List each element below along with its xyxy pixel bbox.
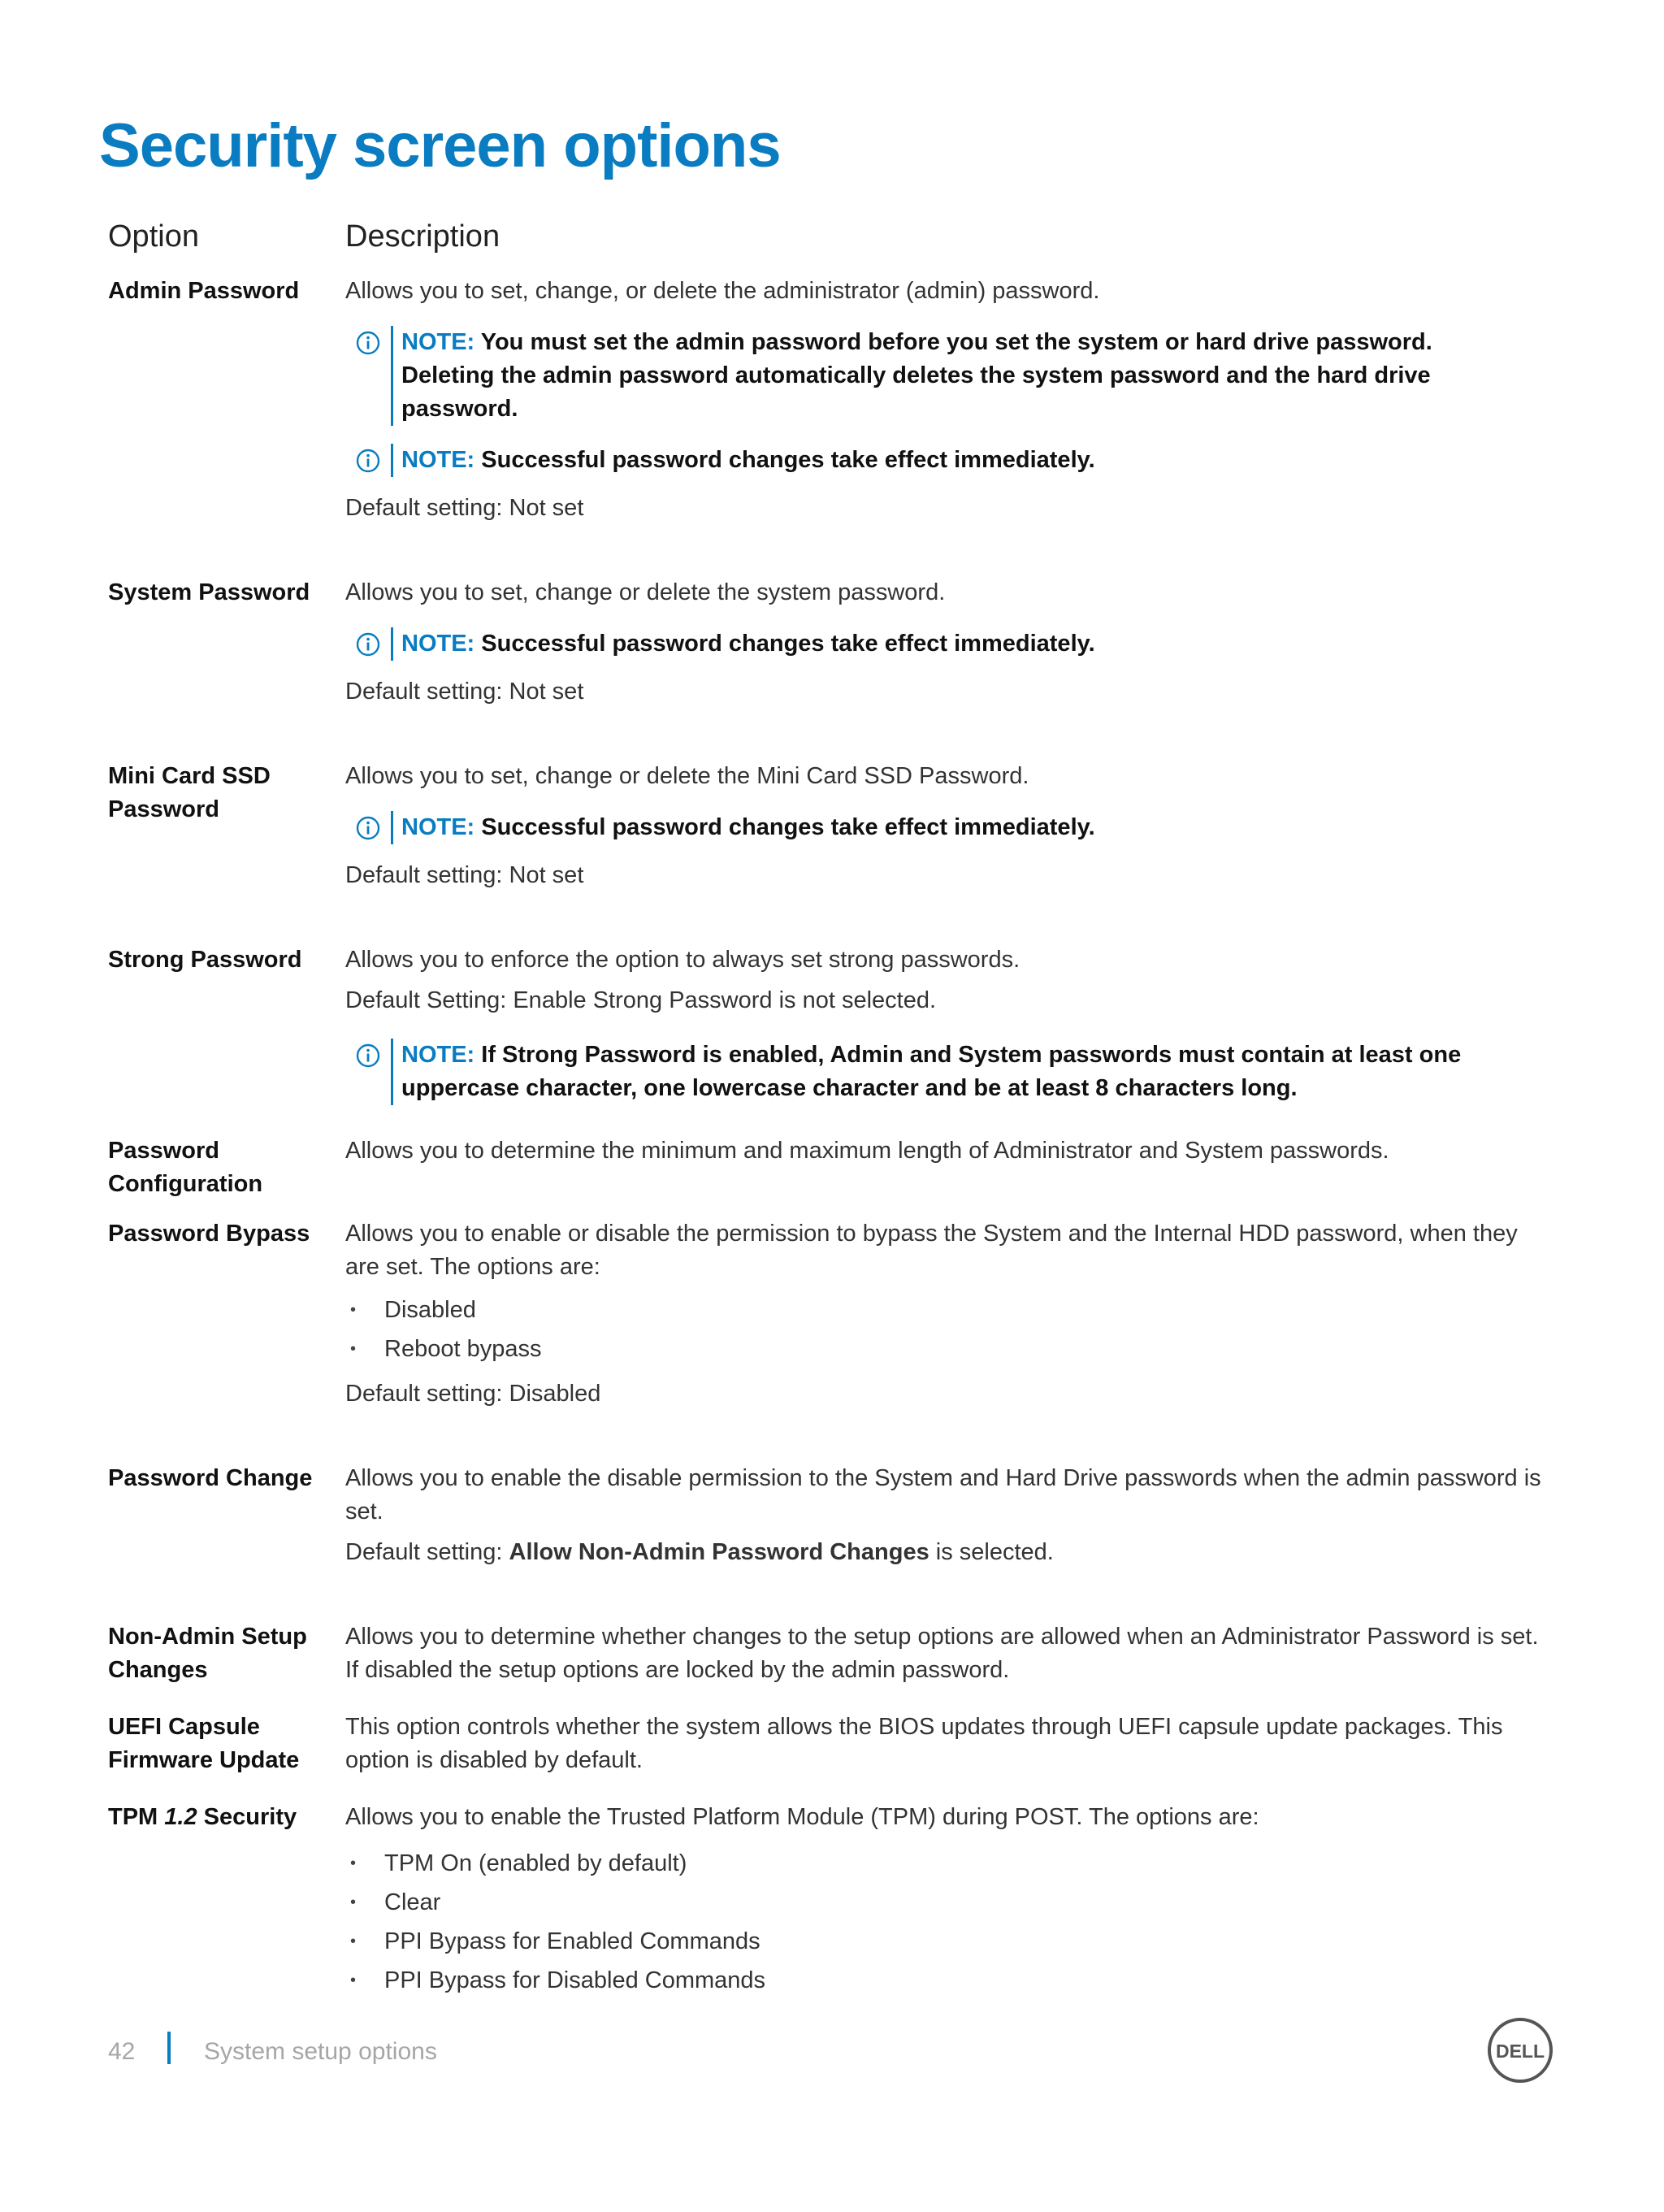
default-setting: Default Setting: Enable Strong Password is not selected. <box>345 987 937 1013</box>
option-label-line: Firmware Update <box>108 1747 300 1773</box>
default-suffix: is selected. <box>929 1539 1054 1565</box>
list-item: • Clear <box>345 1886 1554 1919</box>
list-item: • Disabled <box>345 1294 1554 1327</box>
note-text <box>391 444 1095 477</box>
row-mini-card-ssd-password <box>108 760 1554 900</box>
option-label <box>108 1711 345 1785</box>
list-item: • TPM On (enabled by default) <box>345 1847 1554 1880</box>
option-label-line: Changes <box>108 1657 208 1683</box>
option-description <box>345 1620 1554 1694</box>
info-circle-icon <box>353 631 383 657</box>
option-label: Strong Password <box>108 947 302 973</box>
option-label-line: Non-Admin Setup <box>108 1624 307 1650</box>
list-item: • Reboot bypass <box>345 1333 1554 1366</box>
description-text: Allows you to enable the Trusted Platform Module (TPM) during POST. The options are: <box>345 1804 1259 1830</box>
page-title: Security screen options <box>99 111 781 180</box>
option-label <box>108 1134 345 1201</box>
note-text <box>391 811 1095 844</box>
option-label-suffix: Security <box>197 1804 297 1830</box>
note-content: You must set the admin password before you set the system or hard drive password. Deleting the admin password automatically deletes the system password and the hard drive password. <box>401 329 1432 422</box>
note-callout <box>353 444 1554 477</box>
default-setting <box>345 1536 1554 1569</box>
note-text <box>391 627 1095 661</box>
row-uefi-capsule-firmware-update <box>108 1711 1554 1785</box>
option-column-header: Option <box>108 219 199 254</box>
table-header <box>108 216 1554 257</box>
description-text: Allows you to enable or disable the permission to bypass the System and the Internal HDD password, when they are set. The options are: <box>345 1221 1518 1280</box>
description-text: Allows you to set, change or delete the system password. <box>345 579 946 605</box>
footer-section-title: System setup options <box>204 2038 437 2065</box>
note-content: If Strong Password is enabled, Admin and System passwords must contain at least one uppercase character, one lowercase character and be at least 8 characters long. <box>401 1042 1462 1101</box>
option-label <box>108 760 345 900</box>
list-item: • PPI Bypass for Enabled Commands <box>345 1925 1554 1958</box>
option-label <box>108 1801 345 2009</box>
row-system-password <box>108 576 1554 716</box>
info-circle-icon <box>353 1043 383 1069</box>
default-setting: Default setting: Not set <box>345 679 584 705</box>
description-text: Allows you to enable the disable permission to the System and Hard Drive passwords when the admin password is set. <box>345 1465 1541 1525</box>
default-setting: Default setting: Not set <box>345 862 584 888</box>
note-callout <box>353 811 1554 844</box>
note-label: NOTE: <box>401 814 475 840</box>
row-admin-password <box>108 275 1554 532</box>
option-description <box>345 1134 1554 1201</box>
note-content: Successful password changes take effect immediately. <box>481 631 1095 657</box>
option-list <box>345 1847 1554 1997</box>
row-strong-password <box>108 943 1554 1120</box>
option-label: Password Change <box>108 1465 313 1491</box>
row-non-admin-setup-changes <box>108 1620 1554 1694</box>
option-label-line: Mini Card SSD <box>108 763 271 789</box>
option-label <box>108 1620 345 1694</box>
option-description <box>345 1801 1554 2009</box>
row-password-bypass <box>108 1217 1554 1418</box>
option-label-version: 1.2 <box>164 1804 197 1830</box>
description-text: Allows you to determine whether changes to the setup options are allowed when an Administrator Password is set. If disabled the setup options are locked by the admin password. <box>345 1624 1539 1683</box>
dell-logo <box>1487 2017 1554 2084</box>
row-password-change <box>108 1462 1554 1577</box>
default-value: Allow Non-Admin Password Changes <box>509 1539 930 1565</box>
note-callout <box>353 326 1554 426</box>
option-label: Password Bypass <box>108 1221 310 1247</box>
options-table <box>108 216 1554 2009</box>
option-label-line: Password <box>108 1138 219 1164</box>
note-label: NOTE: <box>401 631 475 657</box>
list-item: • PPI Bypass for Disabled Commands <box>345 1964 1554 1997</box>
note-label: NOTE: <box>401 447 475 473</box>
option-list <box>345 1294 1554 1366</box>
note-label: NOTE: <box>401 329 475 355</box>
description-text: Allows you to set, change or delete the Mini Card SSD Password. <box>345 763 1029 789</box>
note-callout <box>353 1039 1554 1105</box>
option-description <box>345 760 1554 900</box>
row-tpm-security <box>108 1801 1554 2009</box>
note-content: Successful password changes take effect immediately. <box>481 447 1095 473</box>
option-label-line: Configuration <box>108 1171 263 1197</box>
note-text <box>391 1039 1523 1105</box>
option-description <box>345 275 1554 532</box>
info-circle-icon <box>353 330 383 356</box>
note-content: Successful password changes take effect immediately. <box>481 814 1095 840</box>
note-callout <box>353 627 1554 661</box>
default-prefix: Default setting: <box>345 1539 509 1565</box>
option-label: Admin Password <box>108 278 300 304</box>
note-text <box>391 326 1523 426</box>
page-number: 42 <box>108 2038 136 2065</box>
description-text: Allows you to enforce the option to always set strong passwords. <box>345 947 1020 973</box>
note-label: NOTE: <box>401 1042 475 1068</box>
description-text: Allows you to determine the minimum and maximum length of Administrator and System passwords. <box>345 1138 1389 1164</box>
option-description <box>345 1217 1554 1418</box>
option-label-line: Password <box>108 796 219 822</box>
option-description <box>345 943 1554 1120</box>
description-text: Allows you to set, change, or delete the administrator (admin) password. <box>345 278 1100 304</box>
option-description <box>345 1462 1554 1577</box>
option-label-line: UEFI Capsule <box>108 1714 260 1740</box>
option-label: System Password <box>108 579 310 605</box>
footer-divider <box>167 2032 171 2064</box>
description-text: This option controls whether the system allows the BIOS updates through UEFI capsule update packages. This option is disabled by default. <box>345 1714 1503 1773</box>
option-label-prefix: TPM <box>108 1804 165 1830</box>
default-setting: Default setting: Not set <box>345 495 584 521</box>
option-description <box>345 1711 1554 1785</box>
default-setting: Default setting: Disabled <box>345 1381 601 1407</box>
row-password-configuration <box>108 1134 1554 1201</box>
dell-logo-text: DELL <box>1495 2041 1545 2062</box>
option-description <box>345 576 1554 716</box>
info-circle-icon <box>353 815 383 841</box>
description-column-header: Description <box>345 219 500 254</box>
info-circle-icon <box>353 448 383 474</box>
